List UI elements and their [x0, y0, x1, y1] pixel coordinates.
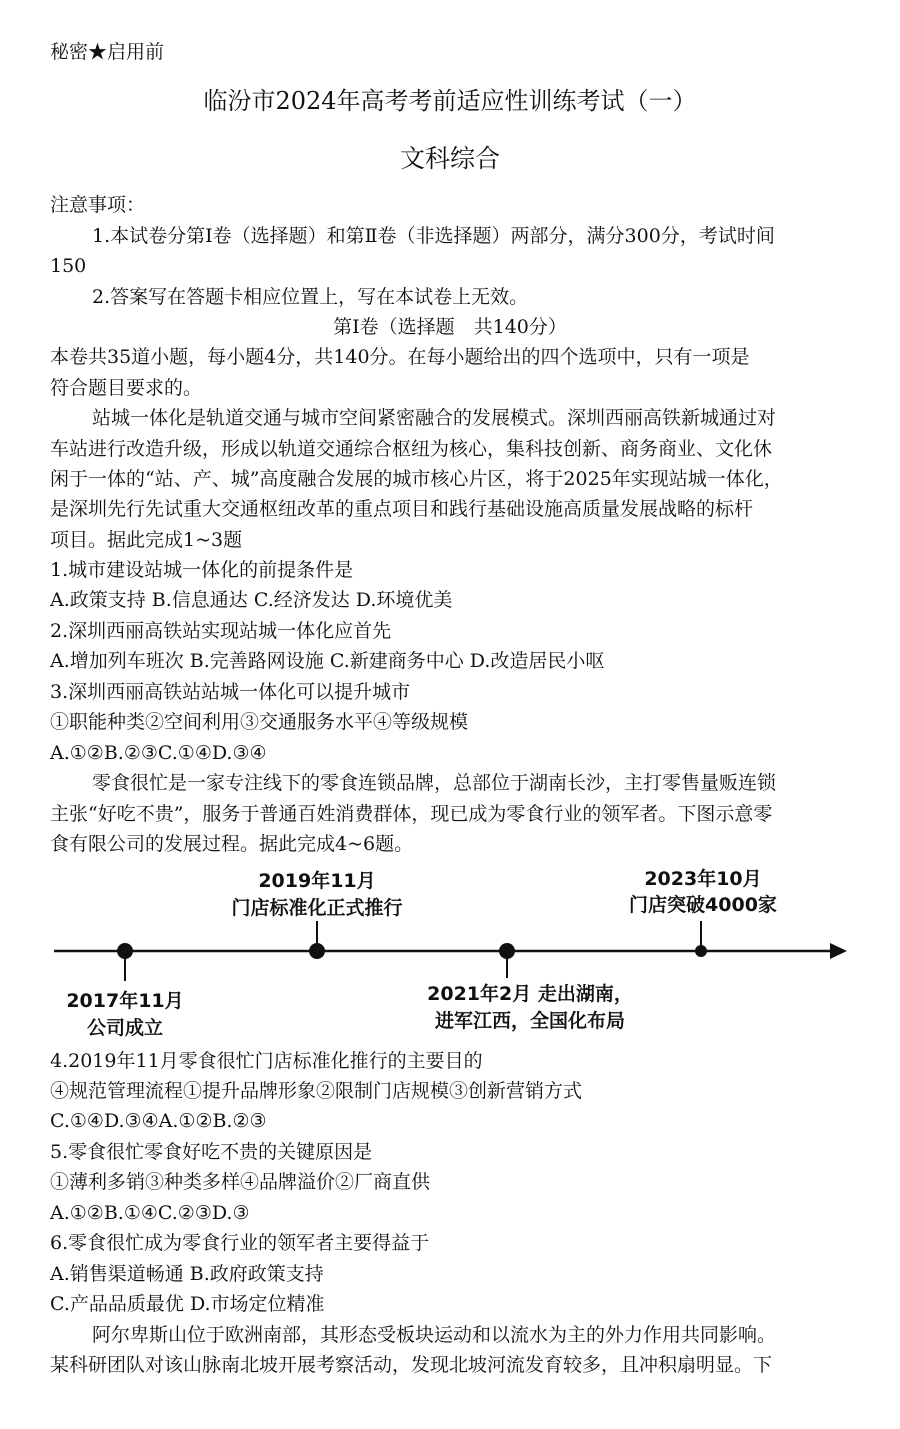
- question-6: 6.零食很忙成为零食行业的领军者主要得益于: [50, 1232, 430, 1254]
- passage-line: 闲于一体的“站、产、城”高度融合发展的城市核心片区，将于2025年实现站城一体化，: [50, 468, 783, 490]
- question-5-options: A.①②B.①④C.②③D.③: [50, 1202, 250, 1224]
- event-4-date: 2023年10月: [644, 868, 762, 890]
- question-6-options-2: C.产品品质最优 D.市场定位精准: [50, 1293, 325, 1315]
- event-1-date: 2017年11月: [66, 990, 184, 1012]
- question-4-options: C.①④D.③④A.①②B.②③: [50, 1110, 267, 1132]
- question-3-items: ①职能种类②空间利用③交通服务水平④等级规模: [50, 711, 469, 733]
- subject-title: 文科综合: [399, 144, 500, 173]
- question-3-options: A.①②B.②③C.①④D.③④: [50, 742, 267, 764]
- notes-item-1: 1.本试卷分第Ⅰ卷（选择题）和第Ⅱ卷（非选择题）两部分，满分300分，考试时间: [92, 225, 775, 247]
- section-intro: 本卷共35道小题，每小题4分，共140分。在每小题给出的四个选项中，只有一项是: [50, 346, 750, 368]
- passage-line: 车站进行改造升级，形成以轨道交通综合枢纽为核心，集科技创新、商务商业、文化休: [50, 438, 773, 460]
- notes-item-2: 2.答案写在答题卡相应位置上，写在本试卷上无效。: [92, 286, 529, 308]
- passage-line: 项目。据此完成1~3题: [50, 529, 243, 551]
- passage-line: 阿尔卑斯山位于欧洲南部，其形态受板块运动和以流水为主的外力作用共同影响。: [92, 1324, 777, 1346]
- timeline-diagram: [50, 866, 850, 1046]
- timeline-marker: [695, 945, 707, 957]
- timeline-marker: [499, 943, 515, 959]
- question-5-items: ①薄利多销③种类多样④品牌溢价②厂商直供: [50, 1171, 431, 1193]
- section-intro-cont: 符合题目要求的。: [50, 377, 203, 399]
- notes-heading: 注意事项：: [50, 194, 146, 216]
- question-1-options: A.政策支持 B.信息通达 C.经济发达 D.环境优美: [50, 589, 453, 611]
- event-4-text: 门店突破4000家: [629, 894, 777, 916]
- secret-label: 秘密★启用前: [50, 41, 165, 63]
- question-5: 5.零食很忙零食好吃不贵的关键原因是: [50, 1141, 373, 1163]
- question-2: 2.深圳西丽高铁站实现站城一体化应首先: [50, 620, 392, 642]
- question-4: 4.2019年11月零食很忙门店标准化推行的主要目的: [50, 1050, 483, 1072]
- notes-item-1-cont: 150: [50, 255, 87, 277]
- question-3: 3.深圳西丽高铁站站城一体化可以提升城市: [50, 681, 411, 703]
- event-2-date: 2019年11月: [258, 870, 376, 892]
- passage-line: 是深圳先行先试重大交通枢纽改革的重点项目和践行基础设施高质量发展战略的标杆: [50, 498, 754, 520]
- exam-title: 临汾市2024年高考考前适应性训练考试（一）: [203, 87, 697, 115]
- section-title: 第Ⅰ卷（选择题 共140分）: [333, 316, 567, 338]
- passage-line: 零食很忙是一家专注线下的零食连锁品牌，总部位于湖南长沙，主打零售量贩连锁: [92, 772, 777, 794]
- passage-line: 某科研团队对该山脉南北坡开展考察活动，发现北坡河流发育较多，且冲积扇明显。下: [50, 1354, 773, 1376]
- event-3-line-1: 2021年2月 走出湖南，: [427, 983, 633, 1005]
- question-6-options: A.销售渠道畅通 B.政府政策支持: [50, 1263, 324, 1285]
- question-4-items: ④规范管理流程①提升品牌形象②限制门店规模③创新营销方式: [50, 1080, 583, 1102]
- event-2-text: 门店标准化正式推行: [231, 897, 403, 919]
- passage-line: 站城一体化是轨道交通与城市空间紧密融合的发展模式。深圳西丽高铁新城通过对: [92, 407, 777, 429]
- event-1-text: 公司成立: [86, 1017, 164, 1039]
- timeline-marker: [309, 943, 325, 959]
- passage-line: 主张“好吃不贵”，服务于普通百姓消费群体，现已成为零食行业的领军者。下图示意零: [50, 803, 773, 825]
- timeline-marker: [117, 943, 133, 959]
- event-3-line-2: 进军江西，全国化布局: [434, 1010, 626, 1032]
- timeline-arrow: [830, 943, 847, 959]
- question-2-options: A.增加列车班次 B.完善路网设施 C.新建商务中心 D.改造居民小呕: [50, 650, 605, 672]
- question-1: 1.城市建设站城一体化的前提条件是: [50, 559, 354, 581]
- passage-line: 食有限公司的发展过程。据此完成4~6题。: [50, 833, 414, 855]
